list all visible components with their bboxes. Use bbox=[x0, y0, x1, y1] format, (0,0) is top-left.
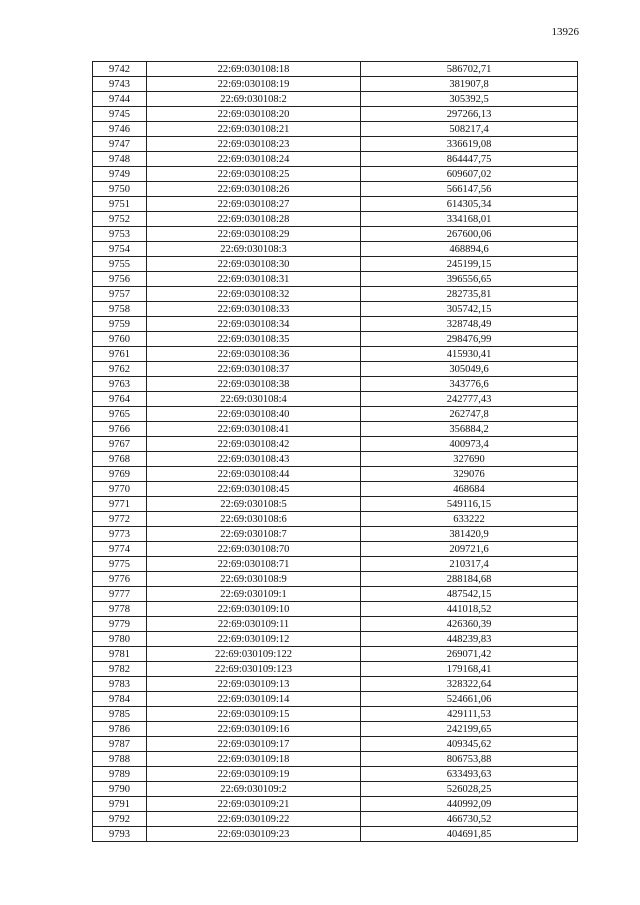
row-number-cell: 9790 bbox=[93, 782, 147, 797]
cadastral-value-cell: 526028,25 bbox=[361, 782, 578, 797]
row-number-cell: 9759 bbox=[93, 317, 147, 332]
table-row bbox=[93, 662, 578, 677]
table-row bbox=[93, 332, 578, 347]
table-row bbox=[93, 272, 578, 287]
cadastral-value-cell: 864447,75 bbox=[361, 152, 578, 167]
cadastral-number-cell: 22:69:030109:17 bbox=[147, 737, 361, 752]
cadastral-number-cell: 22:69:030108:35 bbox=[147, 332, 361, 347]
cadastral-value-cell: 210317,4 bbox=[361, 557, 578, 572]
table-row bbox=[93, 797, 578, 812]
cadastral-number-cell: 22:69:030108:7 bbox=[147, 527, 361, 542]
cadastral-number-cell: 22:69:030108:23 bbox=[147, 137, 361, 152]
table-row bbox=[93, 707, 578, 722]
cadastral-number-cell: 22:69:030108:37 bbox=[147, 362, 361, 377]
table-row bbox=[93, 677, 578, 692]
cadastral-number-cell: 22:69:030109:1 bbox=[147, 587, 361, 602]
table-row bbox=[93, 377, 578, 392]
table-row bbox=[93, 632, 578, 647]
row-number-cell: 9762 bbox=[93, 362, 147, 377]
row-number-cell: 9792 bbox=[93, 812, 147, 827]
row-number-cell: 9771 bbox=[93, 497, 147, 512]
table-row bbox=[93, 602, 578, 617]
row-number-cell: 9749 bbox=[93, 167, 147, 182]
cadastral-number-cell: 22:69:030108:36 bbox=[147, 347, 361, 362]
table-row bbox=[93, 92, 578, 107]
row-number-cell: 9787 bbox=[93, 737, 147, 752]
cadastral-value-cell: 305392,5 bbox=[361, 92, 578, 107]
table-row bbox=[93, 122, 578, 137]
cadastral-number-cell: 22:69:030109:16 bbox=[147, 722, 361, 737]
cadastral-number-cell: 22:69:030108:3 bbox=[147, 242, 361, 257]
row-number-cell: 9793 bbox=[93, 827, 147, 842]
cadastral-number-cell: 22:69:030109:122 bbox=[147, 647, 361, 662]
table-row bbox=[93, 467, 578, 482]
row-number-cell: 9761 bbox=[93, 347, 147, 362]
row-number-cell: 9758 bbox=[93, 302, 147, 317]
row-number-cell: 9770 bbox=[93, 482, 147, 497]
table-row bbox=[93, 347, 578, 362]
cadastral-number-cell: 22:69:030108:71 bbox=[147, 557, 361, 572]
cadastral-value-cell: 508217,4 bbox=[361, 122, 578, 137]
cadastral-value-cell: 334168,01 bbox=[361, 212, 578, 227]
cadastral-value-cell: 209721,6 bbox=[361, 542, 578, 557]
cadastral-value-cell: 356884,2 bbox=[361, 422, 578, 437]
cadastral-value-cell: 429111,53 bbox=[361, 707, 578, 722]
cadastral-number-cell: 22:69:030108:24 bbox=[147, 152, 361, 167]
cadastral-number-cell: 22:69:030108:29 bbox=[147, 227, 361, 242]
row-number-cell: 9777 bbox=[93, 587, 147, 602]
cadastral-value-cell: 566147,56 bbox=[361, 182, 578, 197]
cadastral-number-cell: 22:69:030108:38 bbox=[147, 377, 361, 392]
table-row bbox=[93, 407, 578, 422]
cadastral-number-cell: 22:69:030109:2 bbox=[147, 782, 361, 797]
cadastral-value-cell: 267600,06 bbox=[361, 227, 578, 242]
row-number-cell: 9791 bbox=[93, 797, 147, 812]
cadastral-value-cell: 329076 bbox=[361, 467, 578, 482]
table-row bbox=[93, 482, 578, 497]
table-row bbox=[93, 137, 578, 152]
row-number-cell: 9750 bbox=[93, 182, 147, 197]
cadastral-value-cell: 327690 bbox=[361, 452, 578, 467]
table-row bbox=[93, 77, 578, 92]
cadastral-value-cell: 336619,08 bbox=[361, 137, 578, 152]
row-number-cell: 9788 bbox=[93, 752, 147, 767]
cadastral-number-cell: 22:69:030108:26 bbox=[147, 182, 361, 197]
cadastral-value-cell: 282735,81 bbox=[361, 287, 578, 302]
row-number-cell: 9742 bbox=[93, 62, 147, 77]
table-row bbox=[93, 647, 578, 662]
cadastral-number-cell: 22:69:030109:13 bbox=[147, 677, 361, 692]
cadastral-value-cell: 614305,34 bbox=[361, 197, 578, 212]
cadastral-number-cell: 22:69:030108:19 bbox=[147, 77, 361, 92]
cadastral-value-cell: 426360,39 bbox=[361, 617, 578, 632]
cadastral-number-cell: 22:69:030109:21 bbox=[147, 797, 361, 812]
cadastral-value-cell: 396556,65 bbox=[361, 272, 578, 287]
table-row bbox=[93, 692, 578, 707]
cadastral-value-cell: 269071,42 bbox=[361, 647, 578, 662]
table-row bbox=[93, 392, 578, 407]
table-row bbox=[93, 737, 578, 752]
row-number-cell: 9764 bbox=[93, 392, 147, 407]
cadastral-number-cell: 22:69:030109:22 bbox=[147, 812, 361, 827]
cadastral-number-cell: 22:69:030108:25 bbox=[147, 167, 361, 182]
cadastral-number-cell: 22:69:030109:19 bbox=[147, 767, 361, 782]
row-number-cell: 9754 bbox=[93, 242, 147, 257]
row-number-cell: 9755 bbox=[93, 257, 147, 272]
cadastral-value-cell: 441018,52 bbox=[361, 602, 578, 617]
table-row bbox=[93, 152, 578, 167]
cadastral-value-cell: 381420,9 bbox=[361, 527, 578, 542]
row-number-cell: 9745 bbox=[93, 107, 147, 122]
cadastral-value-cell: 440992,09 bbox=[361, 797, 578, 812]
cadastral-number-cell: 22:69:030108:32 bbox=[147, 287, 361, 302]
cadastral-value-cell: 524661,06 bbox=[361, 692, 578, 707]
cadastral-value-cell: 297266,13 bbox=[361, 107, 578, 122]
cadastral-number-cell: 22:69:030108:20 bbox=[147, 107, 361, 122]
cadastral-value-cell: 328748,49 bbox=[361, 317, 578, 332]
cadastral-number-cell: 22:69:030108:9 bbox=[147, 572, 361, 587]
row-number-cell: 9780 bbox=[93, 632, 147, 647]
cadastral-value-cell: 400973,4 bbox=[361, 437, 578, 452]
table-row bbox=[93, 752, 578, 767]
cadastral-value-cell: 609607,02 bbox=[361, 167, 578, 182]
cadastral-value-table bbox=[92, 61, 578, 842]
cadastral-number-cell: 22:69:030108:21 bbox=[147, 122, 361, 137]
cadastral-value-cell: 179168,41 bbox=[361, 662, 578, 677]
cadastral-number-cell: 22:69:030108:5 bbox=[147, 497, 361, 512]
row-number-cell: 9773 bbox=[93, 527, 147, 542]
cadastral-value-cell: 409345,62 bbox=[361, 737, 578, 752]
cadastral-number-cell: 22:69:030108:44 bbox=[147, 467, 361, 482]
cadastral-number-cell: 22:69:030108:6 bbox=[147, 512, 361, 527]
cadastral-value-cell: 633222 bbox=[361, 512, 578, 527]
cadastral-value-cell: 633493,63 bbox=[361, 767, 578, 782]
table-row bbox=[93, 362, 578, 377]
table-row bbox=[93, 827, 578, 842]
row-number-cell: 9775 bbox=[93, 557, 147, 572]
row-number-cell: 9783 bbox=[93, 677, 147, 692]
cadastral-value-cell: 448239,83 bbox=[361, 632, 578, 647]
cadastral-value-cell: 404691,85 bbox=[361, 827, 578, 842]
cadastral-number-cell: 22:69:030108:2 bbox=[147, 92, 361, 107]
table-row bbox=[93, 302, 578, 317]
cadastral-number-cell: 22:69:030108:45 bbox=[147, 482, 361, 497]
cadastral-number-cell: 22:69:030109:18 bbox=[147, 752, 361, 767]
row-number-cell: 9772 bbox=[93, 512, 147, 527]
cadastral-value-cell: 381907,8 bbox=[361, 77, 578, 92]
cadastral-number-cell: 22:69:030108:4 bbox=[147, 392, 361, 407]
table-row bbox=[93, 422, 578, 437]
cadastral-value-cell: 242777,43 bbox=[361, 392, 578, 407]
cadastral-number-cell: 22:69:030109:123 bbox=[147, 662, 361, 677]
cadastral-value-cell: 298476,99 bbox=[361, 332, 578, 347]
table-row bbox=[93, 287, 578, 302]
row-number-cell: 9768 bbox=[93, 452, 147, 467]
table-row bbox=[93, 782, 578, 797]
cadastral-value-cell: 343776,6 bbox=[361, 377, 578, 392]
cadastral-number-cell: 22:69:030108:43 bbox=[147, 452, 361, 467]
cadastral-number-cell: 22:69:030108:34 bbox=[147, 317, 361, 332]
cadastral-number-cell: 22:69:030109:14 bbox=[147, 692, 361, 707]
table-row bbox=[93, 587, 578, 602]
table-row bbox=[93, 167, 578, 182]
row-number-cell: 9751 bbox=[93, 197, 147, 212]
table-row bbox=[93, 257, 578, 272]
cadastral-number-cell: 22:69:030108:40 bbox=[147, 407, 361, 422]
row-number-cell: 9776 bbox=[93, 572, 147, 587]
cadastral-number-cell: 22:69:030108:27 bbox=[147, 197, 361, 212]
row-number-cell: 9748 bbox=[93, 152, 147, 167]
table-row bbox=[93, 617, 578, 632]
table-row bbox=[93, 452, 578, 467]
row-number-cell: 9743 bbox=[93, 77, 147, 92]
cadastral-value-cell: 468894,6 bbox=[361, 242, 578, 257]
table-row bbox=[93, 572, 578, 587]
row-number-cell: 9746 bbox=[93, 122, 147, 137]
table-row bbox=[93, 182, 578, 197]
row-number-cell: 9753 bbox=[93, 227, 147, 242]
table-row bbox=[93, 557, 578, 572]
row-number-cell: 9757 bbox=[93, 287, 147, 302]
row-number-cell: 9766 bbox=[93, 422, 147, 437]
cadastral-number-cell: 22:69:030109:15 bbox=[147, 707, 361, 722]
table-row bbox=[93, 62, 578, 77]
cadastral-number-cell: 22:69:030108:41 bbox=[147, 422, 361, 437]
cadastral-value-cell: 487542,15 bbox=[361, 587, 578, 602]
row-number-cell: 9781 bbox=[93, 647, 147, 662]
table-row bbox=[93, 527, 578, 542]
table-row bbox=[93, 242, 578, 257]
cadastral-value-cell: 262747,8 bbox=[361, 407, 578, 422]
cadastral-number-cell: 22:69:030109:23 bbox=[147, 827, 361, 842]
cadastral-number-cell: 22:69:030108:33 bbox=[147, 302, 361, 317]
cadastral-value-cell: 415930,41 bbox=[361, 347, 578, 362]
table-body bbox=[93, 62, 578, 842]
row-number-cell: 9747 bbox=[93, 137, 147, 152]
cadastral-number-cell: 22:69:030108:28 bbox=[147, 212, 361, 227]
table-row bbox=[93, 497, 578, 512]
table-row bbox=[93, 542, 578, 557]
table-row bbox=[93, 767, 578, 782]
cadastral-value-cell: 466730,52 bbox=[361, 812, 578, 827]
row-number-cell: 9779 bbox=[93, 617, 147, 632]
row-number-cell: 9763 bbox=[93, 377, 147, 392]
row-number-cell: 9760 bbox=[93, 332, 147, 347]
cadastral-value-cell: 328322,64 bbox=[361, 677, 578, 692]
table-row bbox=[93, 722, 578, 737]
row-number-cell: 9774 bbox=[93, 542, 147, 557]
cadastral-number-cell: 22:69:030108:18 bbox=[147, 62, 361, 77]
table-row bbox=[93, 317, 578, 332]
cadastral-number-cell: 22:69:030109:11 bbox=[147, 617, 361, 632]
row-number-cell: 9767 bbox=[93, 437, 147, 452]
table-row bbox=[93, 437, 578, 452]
cadastral-value-cell: 288184,68 bbox=[361, 572, 578, 587]
row-number-cell: 9786 bbox=[93, 722, 147, 737]
table-row bbox=[93, 107, 578, 122]
cadastral-value-cell: 586702,71 bbox=[361, 62, 578, 77]
table-row bbox=[93, 812, 578, 827]
table-row bbox=[93, 227, 578, 242]
row-number-cell: 9765 bbox=[93, 407, 147, 422]
cadastral-value-cell: 242199,65 bbox=[361, 722, 578, 737]
row-number-cell: 9756 bbox=[93, 272, 147, 287]
cadastral-value-cell: 305742,15 bbox=[361, 302, 578, 317]
row-number-cell: 9752 bbox=[93, 212, 147, 227]
row-number-cell: 9789 bbox=[93, 767, 147, 782]
table-row bbox=[93, 512, 578, 527]
page-number: 13926 bbox=[551, 26, 579, 38]
cadastral-number-cell: 22:69:030109:12 bbox=[147, 632, 361, 647]
cadastral-value-cell: 549116,15 bbox=[361, 497, 578, 512]
cadastral-number-cell: 22:69:030109:10 bbox=[147, 602, 361, 617]
cadastral-value-cell: 245199,15 bbox=[361, 257, 578, 272]
cadastral-value-cell: 468684 bbox=[361, 482, 578, 497]
row-number-cell: 9785 bbox=[93, 707, 147, 722]
row-number-cell: 9744 bbox=[93, 92, 147, 107]
cadastral-number-cell: 22:69:030108:42 bbox=[147, 437, 361, 452]
cadastral-value-cell: 806753,88 bbox=[361, 752, 578, 767]
row-number-cell: 9778 bbox=[93, 602, 147, 617]
cadastral-number-cell: 22:69:030108:70 bbox=[147, 542, 361, 557]
table-row bbox=[93, 212, 578, 227]
cadastral-number-cell: 22:69:030108:30 bbox=[147, 257, 361, 272]
cadastral-value-cell: 305049,6 bbox=[361, 362, 578, 377]
table-row bbox=[93, 197, 578, 212]
row-number-cell: 9782 bbox=[93, 662, 147, 677]
row-number-cell: 9769 bbox=[93, 467, 147, 482]
row-number-cell: 9784 bbox=[93, 692, 147, 707]
cadastral-number-cell: 22:69:030108:31 bbox=[147, 272, 361, 287]
